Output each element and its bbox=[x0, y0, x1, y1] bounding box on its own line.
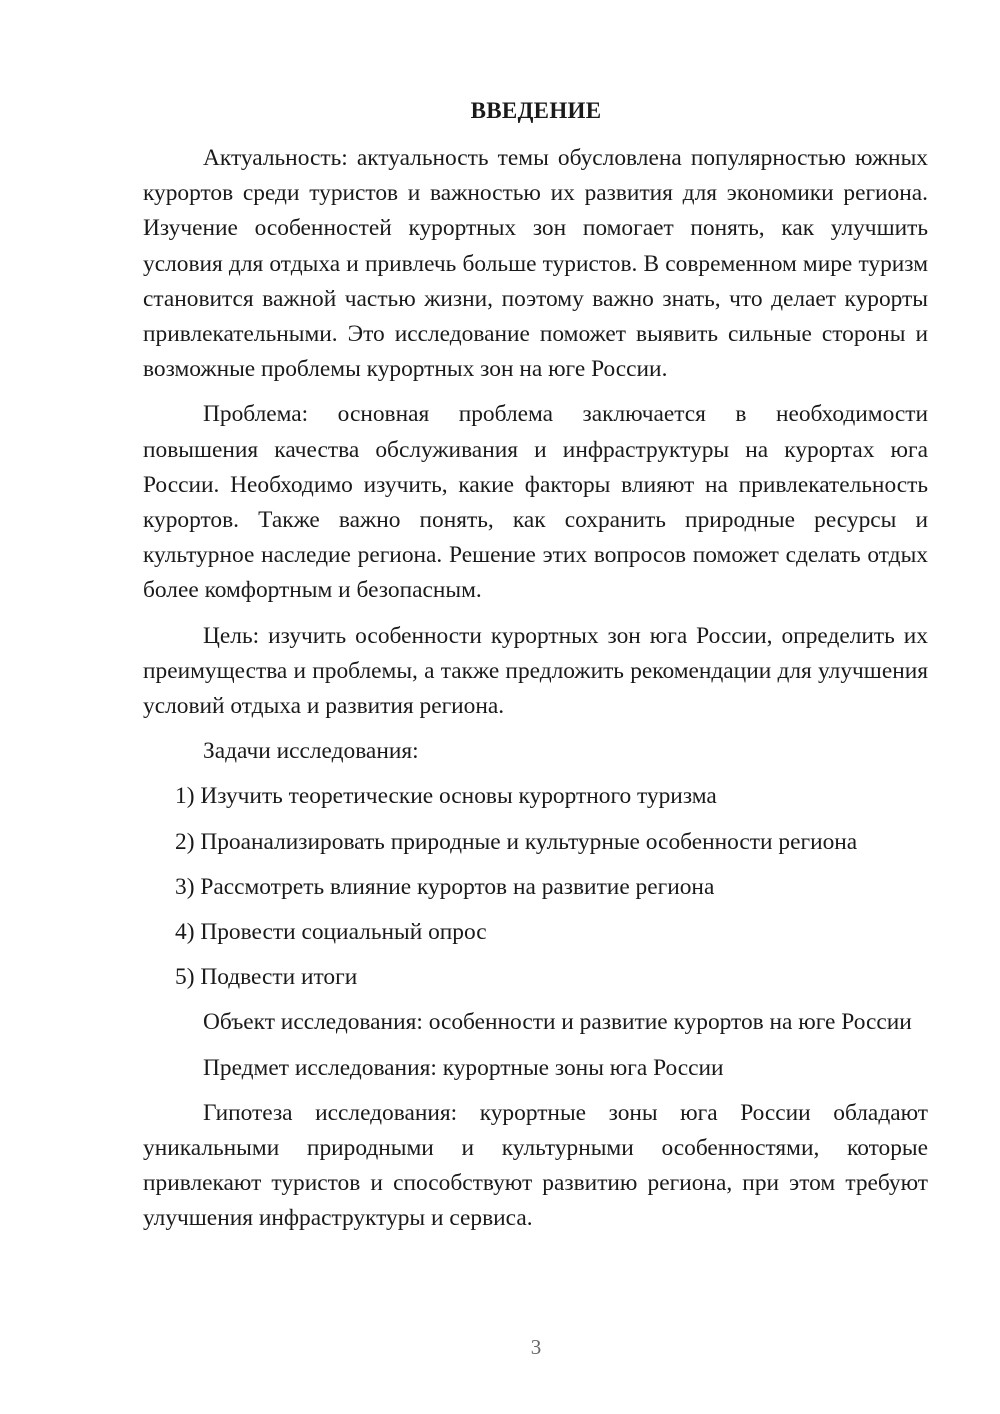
tasks-heading: Задачи исследования: bbox=[203, 738, 419, 765]
list-item: 4) Провести социальный опрос bbox=[175, 919, 487, 946]
list-item: 5) Подвести итоги bbox=[175, 964, 358, 991]
document-body bbox=[143, 141, 928, 1247]
page-number: 3 bbox=[530, 1335, 542, 1359]
goal-paragraph: Цель: изучить особенности курортных зон юга России, определить их преимущества и проблемы, а также предложить рекомендации для улучшения условий отдыха и развития региона. bbox=[143, 622, 928, 720]
relevance-paragraph: Актуальность: актуальность темы обусловлена популярностью южных курортов среди туристов и важностью их развития для экономики региона. Изучение особенностей курортных зон помогает понять, как улучшить условия для отдыха и привлечь больше туристов. В современном мире туризм становится важной частью жизни, поэтому важно знать, что делает курорты привлекательными. Это исследование поможет выявить сильные стороны и возможные проблемы курортных зон на юге России. bbox=[143, 145, 928, 383]
hypothesis-paragraph: Гипотеза исследования: курортные зоны юга России обладают уникальными природными и культурными особенностями, которые привлекают туристов и способствуют развитию региона, при этом требуют улучшения инфраструктуры и сервиса. bbox=[143, 1099, 928, 1232]
list-item: 1) Изучить теоретические основы курортного туризма bbox=[175, 783, 717, 810]
object-paragraph: Объект исследования: особенности и развитие курортов на юге России bbox=[203, 1009, 912, 1036]
list-item: 2) Проанализировать природные и культурные особенности региона bbox=[175, 828, 858, 855]
subject-paragraph: Предмет исследования: курортные зоны юга России bbox=[203, 1054, 724, 1081]
list-item: 3) Рассмотреть влияние курортов на развитие региона bbox=[175, 873, 715, 900]
tasks-list bbox=[143, 779, 928, 995]
problem-paragraph: Проблема: основная проблема заключается в необходимости повышения качества обслуживания и инфраструктуры на курортах юга России. Необходимо изучить, какие факторы влияют на привлекательность курортов. Также важно понять, как сохранить природные ресурсы и культурное наследие региона. Решение этих вопросов поможет сделать отдых более комфортным и безопасным. bbox=[143, 401, 928, 604]
page-title: ВВЕДЕНИЕ bbox=[470, 98, 602, 123]
